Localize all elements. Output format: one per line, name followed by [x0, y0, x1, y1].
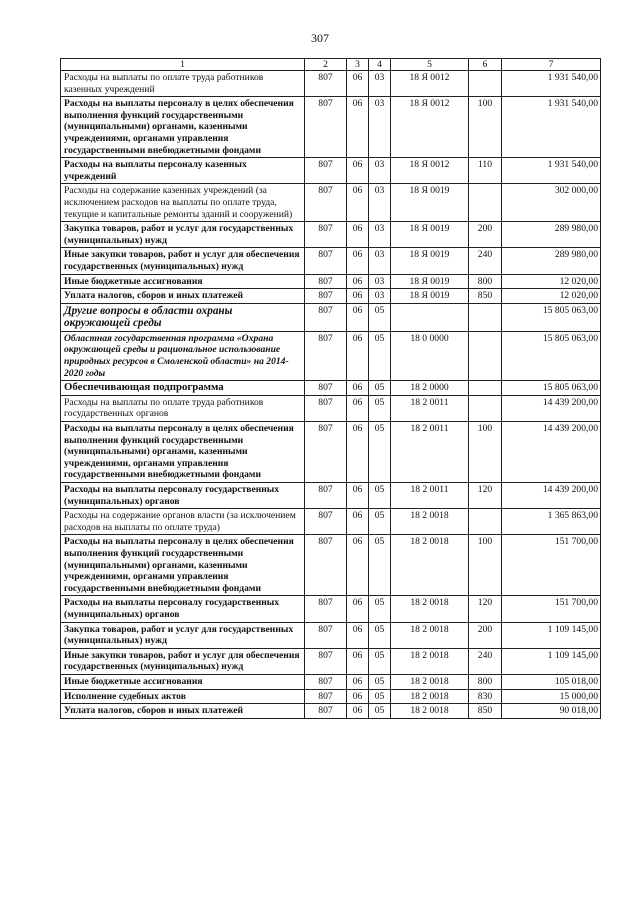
expense-name-cell: Уплата налогов, сборов и иных платежей	[61, 289, 305, 304]
target-item-code-cell: 18 Я 0019	[391, 289, 469, 304]
table-row	[61, 422, 601, 483]
section-code-cell: 06	[347, 381, 369, 396]
expense-type-code-cell	[469, 303, 502, 331]
expense-name-cell: Уплата налогов, сборов и иных платежей	[61, 704, 305, 719]
subsection-code-cell: 03	[369, 158, 391, 184]
subsection-code-cell: 05	[369, 395, 391, 421]
ministry-code-cell: 807	[305, 422, 347, 483]
subsection-code-cell: 05	[369, 704, 391, 719]
amount-cell: 302 000,00	[502, 184, 601, 222]
ministry-code-cell: 807	[305, 222, 347, 248]
subsection-code-cell: 03	[369, 71, 391, 97]
ministry-code-cell: 807	[305, 158, 347, 184]
section-code-cell: 06	[347, 303, 369, 331]
target-item-code-cell: 18 2 0018	[391, 509, 469, 535]
expense-type-code-cell	[469, 71, 502, 97]
expense-type-code-cell: 120	[469, 596, 502, 622]
ministry-code-cell: 807	[305, 622, 347, 648]
target-item-code-cell: 18 2 0018	[391, 622, 469, 648]
subsection-code-cell: 05	[369, 422, 391, 483]
ministry-code-cell: 807	[305, 274, 347, 289]
target-item-code-cell: 18 Я 0012	[391, 71, 469, 97]
expense-name-cell: Расходы на выплаты персоналу государственных (муниципальных) органов	[61, 596, 305, 622]
expense-name-cell: Расходы на выплаты по оплате труда работников казенных учреждений	[61, 71, 305, 97]
table-row	[61, 689, 601, 704]
expense-name-cell: Расходы на выплаты по оплате труда работников государственных органов	[61, 395, 305, 421]
expense-type-code-cell	[469, 395, 502, 421]
expense-name-cell: Расходы на выплаты персоналу государственных (муниципальных) органов	[61, 483, 305, 509]
expense-type-code-cell: 850	[469, 289, 502, 304]
subsection-code-cell: 03	[369, 274, 391, 289]
expense-type-code-cell	[469, 381, 502, 396]
subsection-code-cell: 03	[369, 289, 391, 304]
section-code-cell: 06	[347, 674, 369, 689]
table-row	[61, 648, 601, 674]
table-row	[61, 248, 601, 274]
section-code-cell: 06	[347, 222, 369, 248]
ministry-code-cell: 807	[305, 289, 347, 304]
header-col-4: 4	[369, 59, 391, 71]
subsection-code-cell: 05	[369, 648, 391, 674]
target-item-code-cell: 18 2 0018	[391, 596, 469, 622]
amount-cell: 15 000,00	[502, 689, 601, 704]
section-code-cell: 06	[347, 704, 369, 719]
amount-cell: 289 980,00	[502, 222, 601, 248]
expense-name-cell: Другие вопросы в области охраны окружающей среды	[61, 303, 305, 331]
section-code-cell: 06	[347, 395, 369, 421]
subsection-code-cell: 03	[369, 248, 391, 274]
header-col-1: 1	[61, 59, 305, 71]
subsection-code-cell: 05	[369, 596, 391, 622]
expense-type-code-cell: 110	[469, 158, 502, 184]
amount-cell: 1 931 540,00	[502, 71, 601, 97]
table-row	[61, 381, 601, 396]
expense-name-cell: Иные бюджетные ассигнования	[61, 674, 305, 689]
amount-cell: 14 439 200,00	[502, 395, 601, 421]
subsection-code-cell: 05	[369, 674, 391, 689]
target-item-code-cell: 18 2 0018	[391, 689, 469, 704]
expense-name-cell: Обеспечивающая подпрограмма	[61, 381, 305, 396]
target-item-code-cell: 18 2 0000	[391, 381, 469, 396]
amount-cell: 1 931 540,00	[502, 158, 601, 184]
subsection-code-cell: 05	[369, 483, 391, 509]
ministry-code-cell: 807	[305, 596, 347, 622]
target-item-code-cell: 18 0 0000	[391, 331, 469, 380]
header-col-6: 6	[469, 59, 502, 71]
ministry-code-cell: 807	[305, 535, 347, 596]
table-row	[61, 331, 601, 380]
ministry-code-cell: 807	[305, 184, 347, 222]
ministry-code-cell: 807	[305, 303, 347, 331]
table-row	[61, 158, 601, 184]
ministry-code-cell: 807	[305, 395, 347, 421]
expense-name-cell: Расходы на выплаты персоналу в целях обеспечения выполнения функций государственными (муниципальными) органами, казенными учреждениями, органами управления государственными внебюджетными фондами	[61, 422, 305, 483]
target-item-code-cell: 18 2 0011	[391, 483, 469, 509]
ministry-code-cell: 807	[305, 248, 347, 274]
amount-cell: 105 018,00	[502, 674, 601, 689]
table-row	[61, 704, 601, 719]
amount-cell: 1 109 145,00	[502, 648, 601, 674]
expense-type-code-cell: 100	[469, 422, 502, 483]
amount-cell: 1 365 863,00	[502, 509, 601, 535]
ministry-code-cell: 807	[305, 648, 347, 674]
section-code-cell: 06	[347, 622, 369, 648]
amount-cell: 12 020,00	[502, 289, 601, 304]
expense-name-cell: Иные бюджетные ассигнования	[61, 274, 305, 289]
expense-name-cell: Расходы на выплаты персоналу казенных учреждений	[61, 158, 305, 184]
expense-type-code-cell: 200	[469, 222, 502, 248]
section-code-cell: 06	[347, 331, 369, 380]
ministry-code-cell: 807	[305, 331, 347, 380]
amount-cell: 151 700,00	[502, 535, 601, 596]
expense-name-cell: Закупка товаров, работ и услуг для государственных (муниципальных) нужд	[61, 622, 305, 648]
target-item-code-cell: 18 Я 0019	[391, 274, 469, 289]
section-code-cell: 06	[347, 184, 369, 222]
header-col-2: 2	[305, 59, 347, 71]
section-code-cell: 06	[347, 71, 369, 97]
section-code-cell: 06	[347, 596, 369, 622]
subsection-code-cell: 05	[369, 331, 391, 380]
section-code-cell: 06	[347, 648, 369, 674]
amount-cell: 1 931 540,00	[502, 97, 601, 158]
amount-cell: 289 980,00	[502, 248, 601, 274]
expense-type-code-cell	[469, 184, 502, 222]
subsection-code-cell: 03	[369, 97, 391, 158]
budget-table	[60, 58, 601, 719]
ministry-code-cell: 807	[305, 509, 347, 535]
expense-type-code-cell	[469, 331, 502, 380]
expense-name-cell: Областная государственная программа «Охрана окружающей среды и рациональное использование природных ресурсов в Смоленской области» на 2014-2020 годы	[61, 331, 305, 380]
amount-cell: 90 018,00	[502, 704, 601, 719]
subsection-code-cell: 05	[369, 622, 391, 648]
table-row	[61, 71, 601, 97]
subsection-code-cell: 05	[369, 689, 391, 704]
expense-name-cell: Расходы на выплаты персоналу в целях обеспечения выполнения функций государственными (муниципальными) органами, казенными учреждениями, органами управления государственными внебюджетными фондами	[61, 97, 305, 158]
ministry-code-cell: 807	[305, 704, 347, 719]
subsection-code-cell: 05	[369, 381, 391, 396]
target-item-code-cell: 18 2 0018	[391, 704, 469, 719]
expense-type-code-cell: 240	[469, 248, 502, 274]
target-item-code-cell: 18 Я 0012	[391, 158, 469, 184]
table-row	[61, 622, 601, 648]
subsection-code-cell: 05	[369, 509, 391, 535]
target-item-code-cell: 18 Я 0019	[391, 184, 469, 222]
table-row	[61, 274, 601, 289]
subsection-code-cell: 05	[369, 535, 391, 596]
expense-type-code-cell: 800	[469, 274, 502, 289]
table-row	[61, 184, 601, 222]
expense-name-cell: Расходы на выплаты персоналу в целях обеспечения выполнения функций государственными (муниципальными) органами, казенными учреждениями, органами управления государственными внебюджетными фондами	[61, 535, 305, 596]
table-row	[61, 674, 601, 689]
ministry-code-cell: 807	[305, 97, 347, 158]
section-code-cell: 06	[347, 689, 369, 704]
ministry-code-cell: 807	[305, 689, 347, 704]
ministry-code-cell: 807	[305, 483, 347, 509]
amount-cell: 15 805 063,00	[502, 303, 601, 331]
amount-cell: 151 700,00	[502, 596, 601, 622]
subsection-code-cell: 03	[369, 184, 391, 222]
amount-cell: 15 805 063,00	[502, 381, 601, 396]
section-code-cell: 06	[347, 535, 369, 596]
section-code-cell: 06	[347, 422, 369, 483]
expense-type-code-cell: 100	[469, 535, 502, 596]
expense-type-code-cell: 850	[469, 704, 502, 719]
amount-cell: 15 805 063,00	[502, 331, 601, 380]
amount-cell: 14 439 200,00	[502, 422, 601, 483]
target-item-code-cell: 18 Я 0012	[391, 97, 469, 158]
section-code-cell: 06	[347, 248, 369, 274]
amount-cell: 1 109 145,00	[502, 622, 601, 648]
expense-type-code-cell: 100	[469, 97, 502, 158]
expense-type-code-cell: 800	[469, 674, 502, 689]
amount-cell: 14 439 200,00	[502, 483, 601, 509]
target-item-code-cell: 18 2 0018	[391, 648, 469, 674]
subsection-code-cell: 03	[369, 222, 391, 248]
expense-name-cell: Исполнение судебных актов	[61, 689, 305, 704]
page-number: 307	[311, 31, 329, 45]
expense-name-cell: Закупка товаров, работ и услуг для государственных (муниципальных) нужд	[61, 222, 305, 248]
table-row	[61, 395, 601, 421]
subsection-code-cell: 05	[369, 303, 391, 331]
expense-name-cell: Иные закупки товаров, работ и услуг для обеспечения государственных (муниципальных) нужд	[61, 248, 305, 274]
header-col-3: 3	[347, 59, 369, 71]
target-item-code-cell: 18 2 0011	[391, 395, 469, 421]
table-row	[61, 303, 601, 331]
expense-name-cell: Иные закупки товаров, работ и услуг для обеспечения государственных (муниципальных) нужд	[61, 648, 305, 674]
table-row	[61, 535, 601, 596]
expense-type-code-cell: 240	[469, 648, 502, 674]
table-row	[61, 596, 601, 622]
table-row	[61, 222, 601, 248]
section-code-cell: 06	[347, 509, 369, 535]
table-row	[61, 289, 601, 304]
target-item-code-cell: 18 2 0011	[391, 422, 469, 483]
section-code-cell: 06	[347, 97, 369, 158]
target-item-code-cell	[391, 303, 469, 331]
expense-type-code-cell: 830	[469, 689, 502, 704]
target-item-code-cell: 18 Я 0019	[391, 222, 469, 248]
expense-type-code-cell: 120	[469, 483, 502, 509]
section-code-cell: 06	[347, 158, 369, 184]
table-body	[61, 71, 601, 719]
ministry-code-cell: 807	[305, 71, 347, 97]
expense-type-code-cell: 200	[469, 622, 502, 648]
target-item-code-cell: 18 2 0018	[391, 535, 469, 596]
table-row	[61, 509, 601, 535]
target-item-code-cell: 18 Я 0019	[391, 248, 469, 274]
section-code-cell: 06	[347, 483, 369, 509]
target-item-code-cell: 18 2 0018	[391, 674, 469, 689]
expense-name-cell: Расходы на содержание казенных учреждений (за исключением расходов на выплаты по оплате труда, текущие и капитальные ремонты зданий и сооружений)	[61, 184, 305, 222]
table-row	[61, 483, 601, 509]
ministry-code-cell: 807	[305, 674, 347, 689]
section-code-cell: 06	[347, 274, 369, 289]
header-col-7: 7	[502, 59, 601, 71]
header-row	[61, 59, 601, 71]
expense-type-code-cell	[469, 509, 502, 535]
ministry-code-cell: 807	[305, 381, 347, 396]
header-col-5: 5	[391, 59, 469, 71]
amount-cell: 12 020,00	[502, 274, 601, 289]
table-row	[61, 97, 601, 158]
expense-name-cell: Расходы на содержание органов власти (за исключением расходов на выплаты по оплате труда)	[61, 509, 305, 535]
section-code-cell: 06	[347, 289, 369, 304]
